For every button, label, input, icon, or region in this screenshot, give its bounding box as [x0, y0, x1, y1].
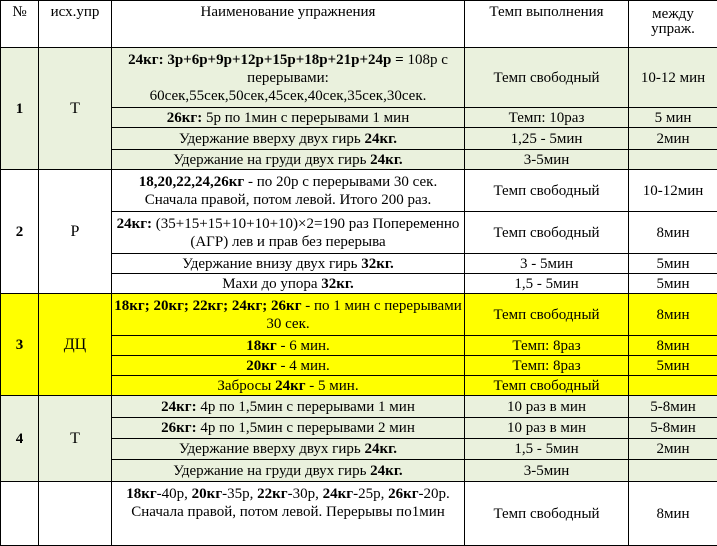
exercise-text: Махи до упора [222, 276, 321, 292]
exercise-name [112, 460, 465, 482]
exercise-name [112, 376, 465, 396]
exercise-name [112, 482, 465, 546]
exercise-name [112, 336, 465, 356]
weight-text: 22кг [257, 486, 287, 502]
exercise-text: -30р, [288, 486, 323, 502]
start-position-code: Т [39, 48, 112, 170]
exercise-text: (35+15+15+10+10+10)×2=190 раз Попеременно (АГР) лев и прав без перерыва [152, 216, 459, 250]
table-row [1, 170, 717, 212]
rest-cell [629, 150, 717, 170]
weight-text: 24кг. [370, 152, 403, 168]
rest-cell: 5-8мин [629, 396, 717, 418]
tempo-cell: Темп свободный [465, 170, 629, 212]
exercise-number: 4 [1, 396, 39, 482]
exercise-text: 5р по 1мин с перерывами 1 мин [202, 110, 409, 126]
rest-cell: 5 мин [629, 108, 717, 128]
weight-text: 24кг. [370, 463, 403, 479]
tempo-cell: Темп: 8раз [465, 336, 629, 356]
weight-text: 24кг: [117, 216, 152, 232]
exercise-name [112, 418, 465, 439]
header-rest-line1: между [631, 7, 715, 22]
weight-text: 32кг. [321, 276, 354, 292]
exercise-text: -20р. Сначала правой, потом левой. Перерывы по1мин [131, 486, 450, 520]
exercise-text: -35р, [222, 486, 257, 502]
exercise-text: 4р по 1,5мин с перерывами 1 мин [197, 399, 415, 415]
tempo-cell: Темп свободный [465, 212, 629, 254]
exercise-name [112, 439, 465, 460]
start-position-code: Р [39, 170, 112, 294]
tempo-cell: 3-5мин [465, 460, 629, 482]
exercise-number: 3 [1, 294, 39, 396]
table-row [1, 48, 717, 108]
weight-text: 18кг [246, 338, 276, 354]
weight-text: 20кг [192, 486, 222, 502]
exercise-text: Удержание вверху двух гирь [179, 131, 364, 147]
weight-text: 24кг: [161, 399, 196, 415]
exercise-text: 108р с перерывами: 60сек,55сек,50сек,45сек,40сек,35сек,30сек. [150, 52, 448, 104]
table-row [1, 482, 717, 546]
rest-cell: 8мин [629, 294, 717, 336]
rest-cell: 8мин [629, 212, 717, 254]
start-position-code [39, 482, 112, 546]
header-num: № [1, 1, 39, 48]
exercise-name [112, 356, 465, 376]
exercise-text: 4р по 1,5мин с перерывами 2 мин [197, 420, 415, 436]
weight-text: 26кг [388, 486, 418, 502]
header-start-position: исх.упр [39, 1, 112, 48]
exercise-name [112, 274, 465, 294]
exercise-name [112, 396, 465, 418]
rest-cell: 5мин [629, 274, 717, 294]
exercise-number: 2 [1, 170, 39, 294]
weight-text: 24кг [323, 486, 353, 502]
weight-text: 26кг: [167, 110, 202, 126]
weight-text: 18кг [126, 486, 156, 502]
rest-cell: 5мин [629, 254, 717, 274]
rest-cell: 2мин [629, 128, 717, 150]
rest-cell [629, 460, 717, 482]
header-exercise-name: Наименование упражнения [112, 1, 465, 48]
exercise-text: Удержание вверху двух гирь [179, 441, 364, 457]
header-rest [629, 1, 717, 48]
tempo-cell: Темп свободный [465, 48, 629, 108]
exercise-text: Удержание внизу двух гирь [182, 256, 361, 272]
start-position-code: Т [39, 396, 112, 482]
exercise-text: Забросы [217, 378, 275, 394]
tempo-cell: 3-5мин [465, 150, 629, 170]
tempo-cell: Темп: 10раз [465, 108, 629, 128]
exercise-name [112, 294, 465, 336]
rest-cell: 10-12мин [629, 170, 717, 212]
tempo-cell: 1,25 - 5мин [465, 128, 629, 150]
tempo-cell: Темп свободный [465, 482, 629, 546]
exercise-name [112, 212, 465, 254]
exercise-name [112, 128, 465, 150]
tempo-cell: 10 раз в мин [465, 396, 629, 418]
exercise-text: -25р, [353, 486, 388, 502]
exercise-number: 1 [1, 48, 39, 170]
tempo-cell: Темп: 8раз [465, 356, 629, 376]
exercise-text: - 4 мин. [277, 358, 330, 374]
tempo-cell: 1,5 - 5мин [465, 274, 629, 294]
header-rest-line2: упраж. [631, 22, 715, 37]
exercise-name [112, 170, 465, 212]
exercise-text: - 5 мин. [306, 378, 359, 394]
header-row [1, 1, 717, 48]
rest-cell: 8мин [629, 336, 717, 356]
weight-text: 18кг; 20кг; 22кг; 24кг; 26кг [114, 298, 301, 314]
exercise-text: Удержание на груди двух гирь [173, 152, 370, 168]
weight-text: 18,20,22,24,26кг [139, 174, 244, 190]
rest-cell: 5мин [629, 356, 717, 376]
rest-cell: 8мин [629, 482, 717, 546]
rest-cell: 5-8мин [629, 418, 717, 439]
exercise-text: - по 20р с перерывами 30 сек. Сначала правой, потом левой. Итого 200 раз. [145, 174, 438, 208]
table-row [1, 294, 717, 336]
tempo-cell: 3 - 5мин [465, 254, 629, 274]
tempo-cell: Темп свободный [465, 294, 629, 336]
weight-text: 24кг [275, 378, 305, 394]
weight-text: 20кг [246, 358, 276, 374]
tempo-cell: 1,5 - 5мин [465, 439, 629, 460]
exercise-text: -40р, [157, 486, 192, 502]
weight-text: 32кг. [361, 256, 394, 272]
tempo-cell: Темп свободный [465, 376, 629, 396]
exercise-text: - 6 мин. [277, 338, 330, 354]
rest-cell: 10-12 мин [629, 48, 717, 108]
weight-text: 24кг: 3р+6р+9р+12р+15р+18р+21р+24р = [128, 52, 404, 68]
exercise-name [112, 48, 465, 108]
tempo-cell: 10 раз в мин [465, 418, 629, 439]
exercise-name [112, 108, 465, 128]
rest-cell [629, 376, 717, 396]
header-tempo: Темп выполнения [465, 1, 629, 48]
exercise-name [112, 150, 465, 170]
start-position-code: ДЦ [39, 294, 112, 396]
exercise-number [1, 482, 39, 546]
exercise-name [112, 254, 465, 274]
rest-cell: 2мин [629, 439, 717, 460]
weight-text: 24кг. [364, 131, 397, 147]
weight-text: 24кг. [364, 441, 397, 457]
weight-text: 26кг: [161, 420, 196, 436]
exercise-text: - по 1 мин с перерывами 30 сек. [266, 298, 461, 332]
exercise-text: Удержание на груди двух гирь [173, 463, 370, 479]
table-row [1, 396, 717, 418]
